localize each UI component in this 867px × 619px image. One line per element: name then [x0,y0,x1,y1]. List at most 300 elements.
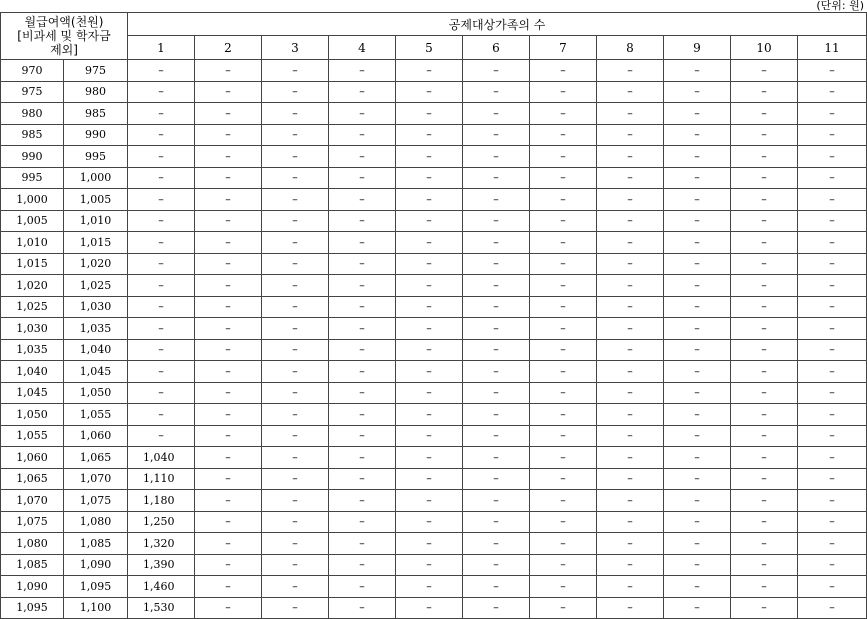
salary-min-cell: 1,085 [1,554,64,576]
tax-amount-cell: – [463,81,530,103]
tax-table [0,12,867,619]
tax-amount-cell: – [262,490,329,512]
salary-max-cell: 1,025 [64,275,128,297]
tax-amount-cell: – [262,404,329,426]
tax-amount-cell: – [798,425,867,447]
salary-max-cell: 1,090 [64,554,128,576]
tax-amount-cell: 1,110 [128,468,195,490]
tax-amount-cell: – [530,361,597,383]
tax-amount-cell: – [195,511,262,533]
tax-amount-cell: – [530,576,597,598]
tax-amount-cell: – [664,210,731,232]
tax-amount-cell: – [664,103,731,125]
tax-amount-cell: – [664,318,731,340]
tax-amount-cell: – [195,146,262,168]
tax-amount-cell: – [262,447,329,469]
tax-amount-cell: – [128,189,195,211]
tax-amount-cell: – [463,146,530,168]
family-column-header: 6 [463,36,530,60]
tax-amount-cell: – [329,404,396,426]
tax-amount-cell: – [329,382,396,404]
tax-amount-cell: – [798,382,867,404]
tax-amount-cell: – [262,533,329,555]
tax-amount-cell: – [798,576,867,598]
salary-max-cell: 1,045 [64,361,128,383]
tax-amount-cell: – [262,103,329,125]
tax-amount-cell: – [798,339,867,361]
tax-amount-cell: – [329,146,396,168]
tax-amount-cell: 1,530 [128,597,195,619]
tax-amount-cell: – [664,339,731,361]
tax-amount-cell: – [664,447,731,469]
tax-amount-cell: – [597,597,664,619]
tax-amount-cell: – [664,554,731,576]
table-row [1,468,867,490]
tax-amount-cell: – [530,382,597,404]
tax-amount-cell: – [731,382,798,404]
tax-amount-cell: – [128,425,195,447]
tax-amount-cell: – [530,232,597,254]
tax-amount-cell: – [329,468,396,490]
tax-amount-cell: – [463,124,530,146]
salary-max-cell: 1,070 [64,468,128,490]
tax-amount-cell: – [530,447,597,469]
tax-amount-cell: – [463,447,530,469]
tax-amount-cell: – [597,81,664,103]
tax-amount-cell: – [396,318,463,340]
tax-amount-cell: – [597,554,664,576]
range-header-line-3: 제외] [50,43,78,57]
salary-min-cell: 980 [1,103,64,125]
tax-amount-cell: – [195,318,262,340]
tax-amount-cell: – [396,167,463,189]
tax-amount-cell: – [195,576,262,598]
tax-amount-cell: – [262,361,329,383]
salary-max-cell: 1,005 [64,189,128,211]
salary-min-cell: 1,035 [1,339,64,361]
tax-amount-cell: – [530,146,597,168]
tax-amount-cell: – [128,296,195,318]
tax-amount-cell: – [195,490,262,512]
tax-amount-cell: – [128,167,195,189]
tax-amount-cell: – [731,167,798,189]
tax-amount-cell: – [664,511,731,533]
tax-amount-cell: – [128,339,195,361]
range-header-line-1: 월급여액(천원) [24,15,104,29]
tax-amount-cell: – [798,404,867,426]
tax-amount-cell: – [329,339,396,361]
tax-amount-cell: – [329,253,396,275]
tax-amount-cell: – [664,382,731,404]
tax-amount-cell: – [195,425,262,447]
tax-amount-cell: – [396,275,463,297]
tax-amount-cell: – [195,597,262,619]
table-row [1,490,867,512]
tax-amount-cell: 1,250 [128,511,195,533]
tax-amount-cell: – [396,511,463,533]
tax-amount-cell: – [530,404,597,426]
tax-amount-cell: – [463,576,530,598]
salary-min-cell: 975 [1,81,64,103]
tax-amount-cell: – [463,597,530,619]
tax-amount-cell: – [798,60,867,82]
table-row [1,318,867,340]
tax-amount-cell: – [664,576,731,598]
tax-amount-cell: – [329,103,396,125]
table-body [1,60,867,619]
tax-amount-cell: – [664,124,731,146]
tax-amount-cell: – [329,361,396,383]
tax-amount-cell: – [798,103,867,125]
tax-amount-cell: – [597,60,664,82]
tax-amount-cell: – [195,447,262,469]
tax-amount-cell: – [329,533,396,555]
tax-amount-cell: – [798,124,867,146]
tax-amount-cell: – [195,339,262,361]
salary-max-cell: 1,000 [64,167,128,189]
tax-amount-cell: – [195,554,262,576]
salary-min-cell: 1,005 [1,210,64,232]
salary-min-cell: 970 [1,60,64,82]
salary-min-cell: 1,025 [1,296,64,318]
tax-amount-cell: – [463,103,530,125]
tax-amount-cell: – [396,60,463,82]
tax-amount-cell: – [664,253,731,275]
tax-amount-cell: – [195,210,262,232]
tax-amount-cell: – [731,81,798,103]
tax-amount-cell: – [798,468,867,490]
tax-amount-cell: – [396,124,463,146]
tax-amount-cell: – [798,167,867,189]
salary-max-cell: 1,035 [64,318,128,340]
tax-amount-cell: – [195,232,262,254]
family-column-header: 7 [530,36,597,60]
tax-amount-cell: – [396,447,463,469]
tax-amount-cell: – [597,232,664,254]
tax-amount-cell: – [329,490,396,512]
tax-amount-cell: – [128,318,195,340]
tax-amount-cell: – [798,447,867,469]
tax-amount-cell: – [731,232,798,254]
tax-amount-cell: – [396,189,463,211]
tax-amount-cell: – [195,60,262,82]
tax-amount-cell: – [597,468,664,490]
tax-amount-cell: – [731,404,798,426]
salary-max-cell: 1,095 [64,576,128,598]
tax-amount-cell: – [530,511,597,533]
table-row [1,275,867,297]
family-column-header: 3 [262,36,329,60]
table-row [1,533,867,555]
tax-amount-cell: – [262,576,329,598]
tax-amount-cell: – [731,103,798,125]
tax-amount-cell: – [798,318,867,340]
tax-amount-cell: – [597,124,664,146]
tax-amount-cell: – [396,81,463,103]
salary-min-cell: 1,040 [1,361,64,383]
tax-amount-cell: – [262,296,329,318]
table-row [1,210,867,232]
salary-min-cell: 1,015 [1,253,64,275]
tax-amount-cell: – [262,81,329,103]
tax-amount-cell: – [128,81,195,103]
tax-amount-cell: – [262,189,329,211]
tax-amount-cell: – [664,232,731,254]
tax-amount-cell: – [664,468,731,490]
tax-amount-cell: 1,460 [128,576,195,598]
tax-amount-cell: – [798,210,867,232]
table-row [1,554,867,576]
tax-amount-cell: – [731,275,798,297]
tax-amount-cell: – [530,167,597,189]
tax-amount-cell: – [731,296,798,318]
tax-amount-cell: – [329,296,396,318]
salary-min-cell: 1,010 [1,232,64,254]
salary-min-cell: 990 [1,146,64,168]
table-row [1,447,867,469]
tax-amount-cell: – [396,554,463,576]
tax-amount-cell: – [396,232,463,254]
tax-amount-cell: – [262,210,329,232]
tax-amount-cell: – [798,490,867,512]
tax-amount-cell: – [396,533,463,555]
family-column-header: 9 [664,36,731,60]
salary-min-cell: 1,065 [1,468,64,490]
salary-min-cell: 1,075 [1,511,64,533]
table-row [1,253,867,275]
tax-amount-cell: – [396,576,463,598]
tax-amount-cell: – [597,533,664,555]
tax-amount-cell: – [195,124,262,146]
tax-amount-cell: – [597,296,664,318]
table-row [1,339,867,361]
tax-amount-cell: – [530,425,597,447]
tax-amount-cell: – [463,275,530,297]
tax-amount-cell: – [664,189,731,211]
salary-min-cell: 1,055 [1,425,64,447]
tax-amount-cell: – [262,232,329,254]
table-row [1,146,867,168]
tax-amount-cell: – [731,124,798,146]
salary-max-cell: 1,030 [64,296,128,318]
tax-amount-cell: – [396,382,463,404]
salary-min-cell: 1,045 [1,382,64,404]
table-row [1,296,867,318]
tax-amount-cell: – [731,339,798,361]
salary-min-cell: 1,050 [1,404,64,426]
tax-amount-cell: – [329,425,396,447]
tax-amount-cell: – [463,404,530,426]
tax-amount-cell: – [396,404,463,426]
salary-max-cell: 1,085 [64,533,128,555]
tax-amount-cell: – [262,597,329,619]
tax-amount-cell: – [396,296,463,318]
tax-amount-cell: – [195,404,262,426]
salary-max-cell: 1,010 [64,210,128,232]
table-row [1,232,867,254]
tax-amount-cell: – [597,189,664,211]
salary-max-cell: 1,100 [64,597,128,619]
tax-amount-cell: – [329,124,396,146]
tax-amount-cell: – [463,210,530,232]
tax-amount-cell: – [597,146,664,168]
tax-amount-cell: – [128,210,195,232]
tax-amount-cell: – [463,232,530,254]
tax-amount-cell: – [463,318,530,340]
tax-amount-cell: – [262,146,329,168]
tax-amount-cell: – [597,339,664,361]
tax-amount-cell: – [731,447,798,469]
tax-amount-cell: – [128,404,195,426]
tax-amount-cell: – [597,167,664,189]
tax-amount-cell: – [262,124,329,146]
tax-amount-cell: – [530,253,597,275]
tax-amount-cell: – [731,511,798,533]
tax-amount-cell: – [597,447,664,469]
family-column-header: 11 [798,36,867,60]
tax-amount-cell: – [597,382,664,404]
tax-amount-cell: – [798,554,867,576]
tax-amount-cell: – [329,576,396,598]
tax-amount-cell: – [128,60,195,82]
tax-amount-cell: – [396,146,463,168]
salary-min-cell: 1,020 [1,275,64,297]
tax-amount-cell: – [731,597,798,619]
tax-amount-cell: – [262,511,329,533]
tax-amount-cell: – [731,361,798,383]
table-row [1,60,867,82]
salary-range-header [1,13,128,60]
tax-amount-cell: – [128,232,195,254]
tax-amount-cell: – [262,318,329,340]
tax-amount-cell: – [798,533,867,555]
salary-max-cell: 1,040 [64,339,128,361]
tax-amount-cell: – [798,232,867,254]
tax-amount-cell: – [329,232,396,254]
tax-amount-cell: – [329,318,396,340]
tax-amount-cell: – [530,81,597,103]
salary-min-cell: 1,090 [1,576,64,598]
tax-amount-cell: – [329,210,396,232]
tax-amount-cell: – [463,554,530,576]
tax-amount-cell: – [463,167,530,189]
table-row [1,103,867,125]
tax-amount-cell: – [664,167,731,189]
tax-amount-cell: – [664,296,731,318]
tax-amount-cell: – [664,60,731,82]
tax-amount-cell: – [597,103,664,125]
unit-label: (단위: 원) [816,0,864,12]
table-row [1,576,867,598]
tax-amount-cell: – [195,361,262,383]
tax-amount-cell: – [597,404,664,426]
salary-max-cell: 1,065 [64,447,128,469]
tax-amount-cell: – [798,253,867,275]
tax-amount-cell: – [262,253,329,275]
tax-amount-cell: – [195,468,262,490]
tax-amount-cell: – [731,533,798,555]
tax-amount-cell: – [329,167,396,189]
tax-amount-cell: – [530,275,597,297]
family-column-header: 5 [396,36,463,60]
tax-amount-cell: – [530,60,597,82]
range-header-line-2: [비과세 및 학자금 [17,29,111,43]
tax-amount-cell: – [530,189,597,211]
tax-amount-cell: – [262,554,329,576]
salary-max-cell: 980 [64,81,128,103]
salary-max-cell: 1,055 [64,404,128,426]
table-row [1,425,867,447]
table-row [1,404,867,426]
tax-amount-cell: – [798,81,867,103]
tax-amount-cell: – [798,361,867,383]
table-row [1,81,867,103]
tax-amount-cell: – [597,425,664,447]
tax-amount-cell: – [329,597,396,619]
tax-amount-cell: – [463,189,530,211]
tax-amount-cell: – [329,447,396,469]
tax-amount-cell: – [664,597,731,619]
tax-amount-cell: – [128,124,195,146]
salary-min-cell: 1,060 [1,447,64,469]
tax-amount-cell: – [664,81,731,103]
tax-amount-cell: – [396,425,463,447]
tax-amount-cell: – [597,361,664,383]
tax-amount-cell: – [664,490,731,512]
tax-amount-cell: – [128,382,195,404]
tax-amount-cell: – [731,468,798,490]
tax-amount-cell: – [396,490,463,512]
salary-max-cell: 985 [64,103,128,125]
tax-amount-cell: – [731,189,798,211]
salary-max-cell: 1,020 [64,253,128,275]
tax-amount-cell: – [195,103,262,125]
tax-amount-cell: – [463,425,530,447]
tax-amount-cell: – [262,339,329,361]
tax-amount-cell: – [664,361,731,383]
tax-amount-cell: – [396,210,463,232]
salary-max-cell: 990 [64,124,128,146]
tax-amount-cell: – [195,167,262,189]
tax-amount-cell: – [597,318,664,340]
salary-min-cell: 1,030 [1,318,64,340]
tax-amount-cell: – [262,425,329,447]
tax-amount-cell: – [664,425,731,447]
tax-amount-cell: – [664,146,731,168]
tax-amount-cell: – [262,60,329,82]
family-column-header: 4 [329,36,396,60]
tax-amount-cell: – [195,533,262,555]
tax-amount-cell: – [798,146,867,168]
salary-max-cell: 1,080 [64,511,128,533]
tax-amount-cell: – [463,60,530,82]
tax-amount-cell: – [128,253,195,275]
tax-amount-cell: – [329,60,396,82]
tax-amount-cell: – [128,146,195,168]
tax-amount-cell: – [530,210,597,232]
table-row [1,361,867,383]
tax-amount-cell: – [798,511,867,533]
tax-amount-cell: – [798,189,867,211]
tax-amount-cell: – [530,103,597,125]
table-row [1,597,867,619]
tax-amount-cell: 1,040 [128,447,195,469]
tax-amount-cell: – [530,124,597,146]
tax-amount-cell: – [597,275,664,297]
tax-amount-cell: – [195,382,262,404]
tax-amount-cell: – [396,597,463,619]
tax-amount-cell: – [530,318,597,340]
